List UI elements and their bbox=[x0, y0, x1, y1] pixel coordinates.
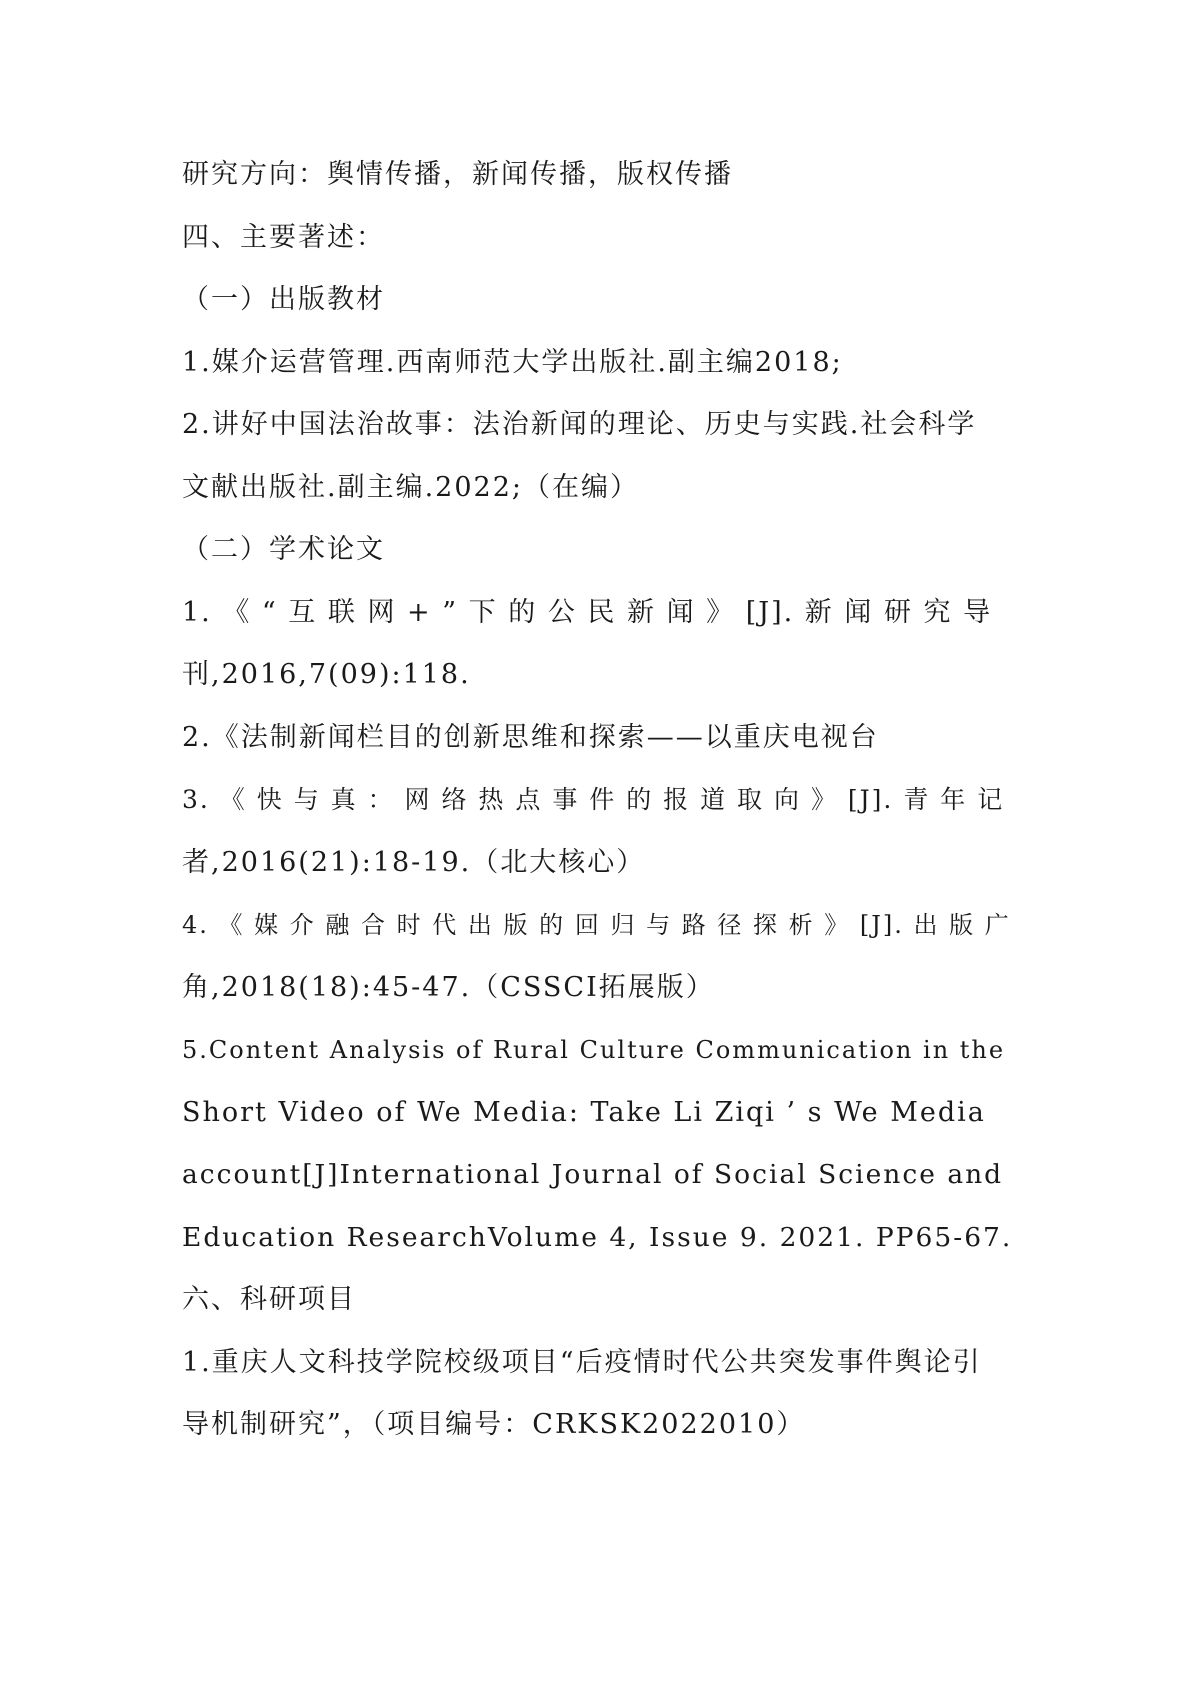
paper-item-1-line-1: 1. 《 “ 互 联 网 + ” 下 的 公 民 新 闻 》 [J]. 新 闻 研 究 导 bbox=[182, 597, 993, 628]
subheading-textbooks: （一）出版教材 bbox=[182, 284, 385, 315]
paper-item-4-line-1: 4. 《 媒 介 融 合 时 代 出 版 的 回 归 与 路 径 探 析 》 [J]. 出 版 广 bbox=[182, 911, 1011, 939]
subheading-papers: （二）学术论文 bbox=[182, 534, 385, 565]
textbook-item-2-line-1: 2.讲好中国法治故事：法治新闻的理论、历史与实践.社会科学 bbox=[182, 409, 977, 440]
textbook-item-2-line-2: 文献出版社.副主编.2022;（在编） bbox=[182, 472, 639, 503]
paper-item-5-line-1: 5.Content Analysis of Rural Culture Communication in the bbox=[182, 1036, 1006, 1064]
paper-item-1-line-2: 刊,2016,7(09):118. bbox=[182, 659, 471, 690]
section-heading-projects: 六、科研项目 bbox=[182, 1284, 356, 1315]
paper-item-4-line-2: 角,2018(18):45-47.（CSSCI拓展版） bbox=[182, 972, 715, 1003]
project-item-1-line-1: 1.重庆人文科技学院校级项目“后疫情时代公共突发事件舆论引 bbox=[182, 1347, 982, 1378]
paper-item-2: 2.《法制新闻栏目的创新思维和探索——以重庆电视台 bbox=[182, 722, 879, 753]
paper-item-5-line-2: Short Video of We Media: Take Li Ziqi ’ s We Media bbox=[182, 1097, 986, 1128]
research-direction: 研究方向：舆情传播，新闻传播，版权传播 bbox=[182, 159, 733, 190]
section-heading-works: 四、主要著述： bbox=[182, 222, 385, 253]
paper-item-5-line-3: account[J]International Journal of Social Science and bbox=[182, 1159, 1004, 1190]
paper-item-5-line-4: Education ResearchVolume 4, Issue 9. 2021. PP65-67. bbox=[182, 1222, 1013, 1253]
paper-item-3-line-2: 者,2016(21):18-19.（北大核心） bbox=[182, 847, 646, 878]
project-item-1-line-2: 导机制研究”，（项目编号：CRKSK2022010） bbox=[182, 1409, 806, 1440]
paper-item-3-line-1: 3. 《 快 与 真 ： 网 络 热 点 事 件 的 报 道 取 向 》 [J]. 青 年 记 bbox=[182, 785, 1005, 814]
textbook-item-1: 1.媒介运营管理.西南师范大学出版社.副主编2018; bbox=[182, 347, 843, 378]
